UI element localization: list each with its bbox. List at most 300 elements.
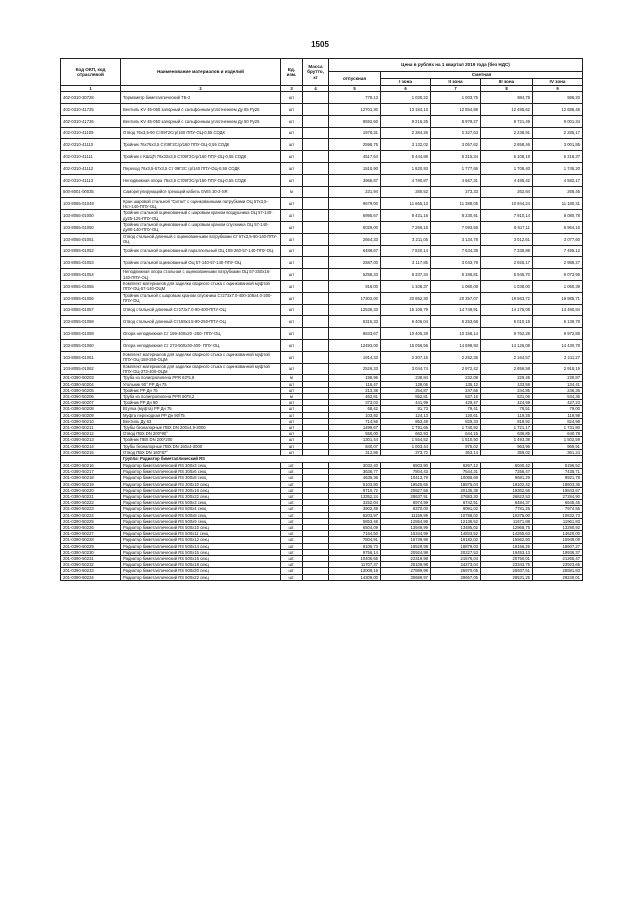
row-code: 103-8055-01057 <box>61 304 121 316</box>
row-release-price: 3966,87 <box>329 174 381 186</box>
row-release-price: 714,56 <box>329 418 381 424</box>
row-release-price: 3902,49 <box>329 506 381 512</box>
table-body <box>61 92 583 581</box>
row-zone-4-price: 14 430,78 <box>533 339 583 351</box>
row-code: 201-0390-50209 <box>61 412 121 418</box>
row-release-price: 14309,00 <box>329 574 381 580</box>
table-row <box>61 304 583 316</box>
header-unit: Ед. изм. <box>281 59 303 86</box>
row-unit: шт <box>281 269 303 281</box>
row-name: Вентиль Ду 63 <box>121 418 281 424</box>
row-name: Вентиль KV 45-065 запорный с сальфонным уплотнением Ду 65 Ру25 <box>121 104 281 116</box>
row-code: 201-0390-50229 <box>61 543 121 549</box>
row-zone-4-price: 824,98 <box>533 418 583 424</box>
table-row <box>61 162 583 174</box>
table-row <box>61 292 583 304</box>
row-name: Опора неподвижная Ст 159-400х20 -250- ППУ-ОЦ <box>121 328 281 340</box>
row-mass <box>303 139 329 151</box>
row-unit: шт <box>281 418 303 424</box>
row-unit: шт. <box>281 537 303 543</box>
row-zone-4-price: 11 180,31 <box>533 198 583 210</box>
row-zone-1-price: 1 820,93 <box>381 162 431 174</box>
row-zone-1-price: 19529,98 <box>381 543 431 549</box>
row-zone-2-price: 3 057,62 <box>431 139 481 151</box>
row-release-price: 13008,19 <box>329 568 381 574</box>
row-zone-3-price: 6040,42 <box>481 462 533 468</box>
row-code: 402-0310-41111 <box>61 151 121 163</box>
row-zone-2-price: 1 777,66 <box>431 162 481 174</box>
row-zone-2-price: 14 749,91 <box>431 304 481 316</box>
row-zone-3-price: 229,45 <box>481 375 533 381</box>
row-zone-3-price: 1 708,40 <box>481 162 533 174</box>
row-unit: шт. <box>281 568 303 574</box>
row-zone-1-price: 11159,99 <box>381 512 431 518</box>
row-zone-4-price: 268,45 <box>533 186 583 198</box>
row-release-price: 8633,67 <box>329 328 381 340</box>
row-zone-3-price: 5 945,70 <box>481 269 533 281</box>
row-code: 201-0390-50204 <box>61 381 121 387</box>
row-zone-2-price: 20135,38 <box>431 487 481 493</box>
row-zone-2-price: 24273,04 <box>431 562 481 568</box>
row-zone-4-price: 4 582,17 <box>533 174 583 186</box>
row-zone-1-price: 16739,98 <box>381 537 431 543</box>
table-row <box>61 198 583 210</box>
row-unit: шт <box>281 210 303 222</box>
row-name: Угольник 90° PP Дн 75 <box>121 381 281 387</box>
row-zone-2-price: 20 357,07 <box>431 292 481 304</box>
row-zone-2-price: 1 003,75 <box>431 92 481 104</box>
row-name: Радиатор биметаллический RS 500х15 секц <box>121 549 281 555</box>
header-price-group: Цена в рублях на 1 квартал 2019 года (без НДС) <box>329 59 583 72</box>
row-name: Радиатор биметаллический RS 300х10 секц <box>121 481 281 487</box>
row-name: Комплект материалов для заделки сварного стыка с оцинкованной муфтой ППУ-ОЦ-273-400-ОЦМ <box>121 363 281 375</box>
row-zone-2-price: 1 510,50 <box>431 437 481 443</box>
row-zone-2-price: 7 634,39 <box>431 245 481 257</box>
row-zone-4-price: 6645,45 <box>533 500 583 506</box>
row-mass <box>303 92 329 104</box>
row-zone-4-price: 6196,52 <box>533 462 583 468</box>
row-mass <box>303 174 329 186</box>
row-unit: шт <box>281 304 303 316</box>
row-code: 103-8055-01050 <box>61 210 121 222</box>
row-zone-3-price: 10375,00 <box>481 512 533 518</box>
row-unit: шт <box>281 406 303 412</box>
row-unit: шт. <box>281 469 303 475</box>
row-zone-4-price: 14620,00 <box>533 531 583 537</box>
row-zone-4-price: 19 985,71 <box>533 292 583 304</box>
row-zone-3-price: 6 010,15 <box>481 316 533 328</box>
header-zone-3: III зона <box>481 79 533 86</box>
row-zone-1-price: 22319,98 <box>381 556 431 562</box>
row-zone-3-price: 6484,37 <box>481 500 533 506</box>
row-code: 402-0310-41112 <box>61 162 121 174</box>
row-release-price: 5203,97 <box>329 512 381 518</box>
row-unit: шт <box>281 233 303 245</box>
table-row <box>61 174 583 186</box>
row-zone-3-price: 20750,01 <box>481 556 533 562</box>
row-zone-3-price: 262,84 <box>481 186 533 198</box>
row-zone-2-price: 829,33 <box>431 418 481 424</box>
row-unit: шт. <box>281 574 303 580</box>
row-mass <box>303 127 329 139</box>
row-zone-3-price: 5 108,19 <box>481 151 533 163</box>
row-release-price: 6029,00 <box>329 221 381 233</box>
row-zone-2-price: 6 253,68 <box>431 316 481 328</box>
row-code: 402-0310-41726 <box>61 115 121 127</box>
row-unit: шт <box>281 431 303 437</box>
row-name: Кран шаровой стальной "Ситал" с оцинкованными патрубками ОЦ 57х3,5-Нст-140-ППУ-ОЦ <box>121 198 281 210</box>
row-name: Отвод ПВХ DN 160*87° <box>121 449 281 455</box>
row-zone-4-price: 230,87 <box>533 375 583 381</box>
row-name: Вентиль KV 45-050 запорный с сальфонным уплотнением Ду 50 Ру25 <box>121 115 281 127</box>
row-zone-1-price: 3 132,02 <box>381 139 431 151</box>
row-zone-1-price: 27899,98 <box>381 568 431 574</box>
row-mass <box>303 292 329 304</box>
row-code: 103-8055-01061 <box>61 351 121 363</box>
row-release-price: 2587,00 <box>329 257 381 269</box>
row-name: Тройник ПВХ DN 200*200 <box>121 437 281 443</box>
row-zone-4-price: 19843,57 <box>533 487 583 493</box>
row-zone-2-price: 3 043,79 <box>431 257 481 269</box>
row-zone-4-price: 7435,71 <box>533 469 583 475</box>
table-row <box>61 351 583 363</box>
row-zone-4-price: 534,35 <box>533 393 583 399</box>
row-zone-3-price: 244,85 <box>481 387 533 393</box>
row-release-price: 12701,30 <box>329 104 381 116</box>
row-zone-2-price: 429,47 <box>431 400 481 406</box>
table-row <box>61 233 583 245</box>
row-zone-1-price: 139,06 <box>381 381 431 387</box>
row-code: 201-0390-50220 <box>61 487 121 493</box>
row-unit: шт <box>281 92 303 104</box>
row-name: Радиатор биметаллический RS 500х10 секц <box>121 525 281 531</box>
row-zone-3-price: 11671,88 <box>481 518 533 524</box>
row-zone-4-price: 10632,73 <box>533 512 583 518</box>
row-release-price: 5853,48 <box>329 518 381 524</box>
row-mass <box>303 104 329 116</box>
row-zone-2-price: 120,61 <box>431 412 481 418</box>
row-code: 402-0310-30728 <box>61 92 121 104</box>
row-release-price: 3636,77 <box>329 469 381 475</box>
row-release-price: 6995,67 <box>329 210 381 222</box>
row-mass <box>303 198 329 210</box>
row-release-price: 231,94 <box>329 186 381 198</box>
row-code: 402-0310-41109 <box>61 127 121 139</box>
row-zone-2-price: 2 327,63 <box>431 127 481 139</box>
table-row <box>61 328 583 340</box>
row-zone-4-price: 26581,83 <box>533 568 583 574</box>
row-unit: шт <box>281 443 303 449</box>
row-unit: шт <box>281 339 303 351</box>
row-name: Тройник стальной оцинкованный с шаровым краном воздушника ОЦ 57-140-ду25-125-ППУ-ОЦ <box>121 210 281 222</box>
row-zone-1-price: 238,84 <box>381 375 431 381</box>
row-name: Термометр биметаллический ТБ-2 <box>121 92 281 104</box>
row-unit: шт. <box>281 556 303 562</box>
row-unit: шт. <box>281 500 303 506</box>
row-zone-3-price: 984,75 <box>481 92 533 104</box>
row-zone-4-price: 3 077,60 <box>533 233 583 245</box>
row-mass <box>303 186 329 198</box>
column-number: 8 <box>481 86 533 92</box>
row-zone-4-price: 1 731,80 <box>533 424 583 430</box>
row-code: 103-8055-01053 <box>61 257 121 269</box>
row-zone-1-price: 20 852,30 <box>381 292 431 304</box>
row-code: 201-0390-50218 <box>61 475 121 481</box>
row-zone-3-price: 2 858,46 <box>481 139 533 151</box>
row-zone-3-price: 8 721,49 <box>481 115 533 127</box>
row-zone-2-price: 10068,69 <box>431 475 481 481</box>
row-zone-2-price: 6 186,81 <box>431 269 481 281</box>
row-code: 103-8055-01059 <box>61 328 121 340</box>
row-zone-1-price: 1 003,44 <box>381 443 431 449</box>
row-release-price: 462,81 <box>329 393 381 399</box>
row-code: 201-0390-50231 <box>61 556 121 562</box>
row-code: 402-0310-41725 <box>61 104 121 116</box>
row-code: 103-8055-01060 <box>61 339 121 351</box>
row-zone-4-price: 7974,55 <box>533 506 583 512</box>
row-name: Тройник PP Дн 90 <box>121 400 281 406</box>
row-unit: шт. <box>281 543 303 549</box>
row-release-price: 1510,90 <box>329 162 381 174</box>
row-code: 201-0390-50217 <box>61 469 121 475</box>
row-zone-2-price: 7 093,56 <box>431 221 481 233</box>
row-zone-1-price: 6503,90 <box>381 462 431 468</box>
row-zone-3-price: 359,02 <box>481 449 533 455</box>
row-zone-4-price: 7 495,12 <box>533 245 583 257</box>
row-zone-4-price: 8 080,78 <box>533 210 583 222</box>
row-zone-2-price: 18879,03 <box>431 543 481 549</box>
table-row <box>61 269 583 281</box>
row-unit: шт. <box>281 562 303 568</box>
row-zone-2-price: 1 740,92 <box>431 424 481 430</box>
row-zone-2-price: 363,14 <box>431 449 481 455</box>
row-zone-3-price: 7 910,14 <box>481 210 533 222</box>
row-name: Тройник стальной оцинкованный с шаровым краном спускника ОЦ 57-140-ду80-140-ППУ-ОЦ <box>121 221 281 233</box>
row-zone-3-price: 28531,25 <box>481 574 533 580</box>
table-row <box>61 316 583 328</box>
row-unit: шт. <box>281 506 303 512</box>
row-code: 103-8055-01052 <box>61 245 121 257</box>
row-unit: шт <box>281 328 303 340</box>
row-zone-2-price: 135,12 <box>431 381 481 387</box>
table-row <box>61 245 583 257</box>
table-row <box>61 92 583 104</box>
table-row <box>61 139 583 151</box>
row-zone-1-price: 552,81 <box>381 393 431 399</box>
row-code: 201-0390-50228 <box>61 537 121 543</box>
row-unit: шт <box>281 127 303 139</box>
row-zone-4-price: 9 001,34 <box>533 115 583 127</box>
row-mass <box>303 269 329 281</box>
row-zone-4-price: 361,24 <box>533 449 583 455</box>
row-zone-3-price: 19 563,72 <box>481 292 533 304</box>
row-unit: шт <box>281 424 303 430</box>
row-unit: шт <box>281 381 303 387</box>
row-code: 103-8055-01050 <box>61 221 121 233</box>
row-name: Трубы безнапорные ПВХ DN 160х4-3000 <box>121 443 281 449</box>
row-release-price: 8592,60 <box>329 115 381 127</box>
table-row <box>61 186 583 198</box>
row-name: Отвод стальной длинный с оцинкованными патрубками Ст 57х3,5-90-140-ППУ-ОЦ <box>121 233 281 245</box>
row-mass <box>303 115 329 127</box>
row-zone-2-price: 8091,02 <box>431 506 481 512</box>
row-zone-4-price: 9 972,85 <box>533 328 583 340</box>
row-code: 201-0390-50219 <box>61 481 121 487</box>
row-release-price: 103,92 <box>329 412 381 418</box>
row-code: 201-0390-50221 <box>61 493 121 499</box>
row-zone-3-price: 636,85 <box>481 431 533 437</box>
row-release-price: 2526,33 <box>329 363 381 375</box>
row-zone-2-price: 4 667,31 <box>431 174 481 186</box>
row-name: Тройник стальной оцинкованный ОЦ 57-140-57-140-ППУ-ОЦ <box>121 257 281 269</box>
header-name: Наименование материалов и изделий <box>121 59 281 86</box>
row-zone-3-price: 2 925,17 <box>481 257 533 269</box>
row-unit: шт <box>281 104 303 116</box>
row-name: Радиатор биметаллический RS 300х22 секц <box>121 493 281 499</box>
row-release-price: 6488,67 <box>329 245 381 257</box>
row-zone-4-price: 9921,78 <box>533 475 583 481</box>
row-name: Радиатор биметаллический RS 500х9 секц <box>121 518 281 524</box>
row-zone-4-price: 6 139,78 <box>533 316 583 328</box>
row-zone-2-price: 975,02 <box>431 443 481 449</box>
row-name: Отвод ПВХ DN 200*90° <box>121 431 281 437</box>
row-unit: м <box>281 186 303 198</box>
row-name: Тройник стальной оцинкованный параллельный ОЦ 108-260-57-140-ППУ-ОЦ <box>121 245 281 257</box>
group-code-cell <box>61 455 121 462</box>
row-zone-2-price: 7544,31 <box>431 469 481 475</box>
row-code: 201-0390-50234 <box>61 574 121 580</box>
row-code: 201-0390-50211 <box>61 424 121 430</box>
row-zone-3-price: 531,06 <box>481 393 533 399</box>
column-number: 5 <box>329 86 381 92</box>
row-release-price: 213,38 <box>329 387 381 393</box>
row-zone-3-price: 424,59 <box>481 400 533 406</box>
row-code: 201-0390-50224 <box>61 512 121 518</box>
row-release-price: 2598,75 <box>329 139 381 151</box>
row-zone-3-price: 25937,51 <box>481 568 533 574</box>
row-zone-1-price: 15 056,56 <box>381 339 431 351</box>
row-zone-4-price: 3 001,85 <box>533 139 583 151</box>
row-release-price: 68,42 <box>329 406 381 412</box>
row-zone-3-price: 7256,47 <box>481 469 533 475</box>
row-unit: шт <box>281 363 303 375</box>
row-zone-1-price: 13 184,13 <box>381 104 431 116</box>
row-zone-3-price: 19362,58 <box>481 487 533 493</box>
row-name: Переход 76х3,5-57х3,5 Ст 09Г2С гр/140 ППУ-ОЦ-0,55 СОДК <box>121 162 281 174</box>
table-row <box>61 363 583 375</box>
row-zone-4-price: 427,23 <box>533 400 583 406</box>
row-zone-1-price: 12554,99 <box>381 518 431 524</box>
row-mass <box>303 574 329 580</box>
row-code: 103-8055-01056 <box>61 292 121 304</box>
row-unit: м <box>281 393 303 399</box>
table-row <box>61 104 583 116</box>
row-zone-3-price: 1 493,38 <box>481 437 533 443</box>
row-name: Радиатор биметаллический RS 500х14 секц <box>121 543 281 549</box>
row-zone-1-price: 3 211,05 <box>381 233 431 245</box>
row-zone-3-price: 12 485,62 <box>481 104 533 116</box>
row-zone-4-price: 119,98 <box>533 412 583 418</box>
table-row <box>61 339 583 351</box>
row-zone-3-price: 14 175,08 <box>481 304 533 316</box>
row-name: Саморегулирующийся греющий кабель GWS 30-2-SR <box>121 186 281 198</box>
row-release-price: 13352,24 <box>329 493 381 499</box>
row-zone-3-price: 133,58 <box>481 381 533 387</box>
row-zone-1-price: 19525,65 <box>381 481 431 487</box>
row-unit: шт. <box>281 493 303 499</box>
header-mass: Масса брутто, кг <box>303 59 329 86</box>
row-zone-2-price: 20227,53 <box>431 549 481 555</box>
row-name: Радиатор биметаллический RS 300х8 секц <box>121 475 281 481</box>
row-zone-2-price: 79,41 <box>431 406 481 412</box>
row-unit: шт <box>281 316 303 328</box>
row-mass <box>303 151 329 163</box>
row-zone-1-price: 8370,00 <box>381 506 431 512</box>
row-unit: шт <box>281 351 303 363</box>
row-zone-4-price: 2 918,19 <box>533 363 583 375</box>
row-name: Радиатор биметаллический RS 500х22 секц <box>121 574 281 580</box>
row-zone-1-price: 9 216,25 <box>381 115 431 127</box>
row-zone-2-price: 21576,04 <box>431 556 481 562</box>
row-zone-2-price: 2 972,42 <box>431 363 481 375</box>
row-zone-3-price: 14265,63 <box>481 531 533 537</box>
row-zone-1-price: 7 266,15 <box>381 221 431 233</box>
row-name: Радиатор биметаллический RS 300х3 секц <box>121 462 281 468</box>
row-zone-1-price: 662,93 <box>381 431 431 437</box>
row-zone-4-price: 11961,83 <box>533 518 583 524</box>
row-zone-1-price: 7 820,14 <box>381 245 431 257</box>
row-code: 201-0390-50208 <box>61 406 121 412</box>
row-zone-3-price: 3 012,61 <box>481 233 533 245</box>
row-zone-2-price: 27683,30 <box>431 493 481 499</box>
row-name: Тройник с КШЦП 76х32х3,5 Ст09Г2Сгр/160 ППУ-ОЦ-0,55 СОДК <box>121 151 281 163</box>
row-unit: шт. <box>281 525 303 531</box>
row-mass <box>303 363 329 375</box>
row-release-price: 312,86 <box>329 449 381 455</box>
row-code: 103-8055-01049 <box>61 198 121 210</box>
row-unit: шт. <box>281 487 303 493</box>
row-unit: шт <box>281 400 303 406</box>
row-zone-2-price: 12136,52 <box>431 518 481 524</box>
row-zone-4-price: 18603,35 <box>533 481 583 487</box>
row-name: Радиатор биметаллический RS 500х3 секц <box>121 500 281 506</box>
row-mass <box>303 351 329 363</box>
row-zone-4-price: 79,00 <box>533 406 583 412</box>
row-mass <box>303 280 329 292</box>
table-row <box>61 280 583 292</box>
row-zone-4-price: 6 073,95 <box>533 269 583 281</box>
row-zone-4-price: 2 988,27 <box>533 257 583 269</box>
row-code: 201-0390-50205 <box>61 387 121 393</box>
row-code: 201-0390-50203 <box>61 375 121 381</box>
row-zone-4-price: 21265,47 <box>533 556 583 562</box>
row-zone-3-price: 18102,42 <box>481 481 533 487</box>
row-release-price: 9105,73 <box>329 543 381 549</box>
row-zone-1-price: 10 405,29 <box>381 328 431 340</box>
row-name: Радиатор биметаллический RS 500х16 секц <box>121 556 281 562</box>
table-row <box>61 257 583 269</box>
row-unit: шт <box>281 387 303 393</box>
row-code: 201-0390-50222 <box>61 500 121 506</box>
row-zone-1-price: 1 791,65 <box>381 424 431 430</box>
page-number: 1505 <box>311 40 329 49</box>
row-code: 201-0390-50207 <box>61 400 121 406</box>
row-release-price: 555,00 <box>329 431 381 437</box>
row-zone-3-price: 819,92 <box>481 418 533 424</box>
row-zone-3-price: 78,51 <box>481 406 533 412</box>
row-code: 201-0390-50214 <box>61 443 121 449</box>
row-code: 201-0390-50215 <box>61 449 121 455</box>
